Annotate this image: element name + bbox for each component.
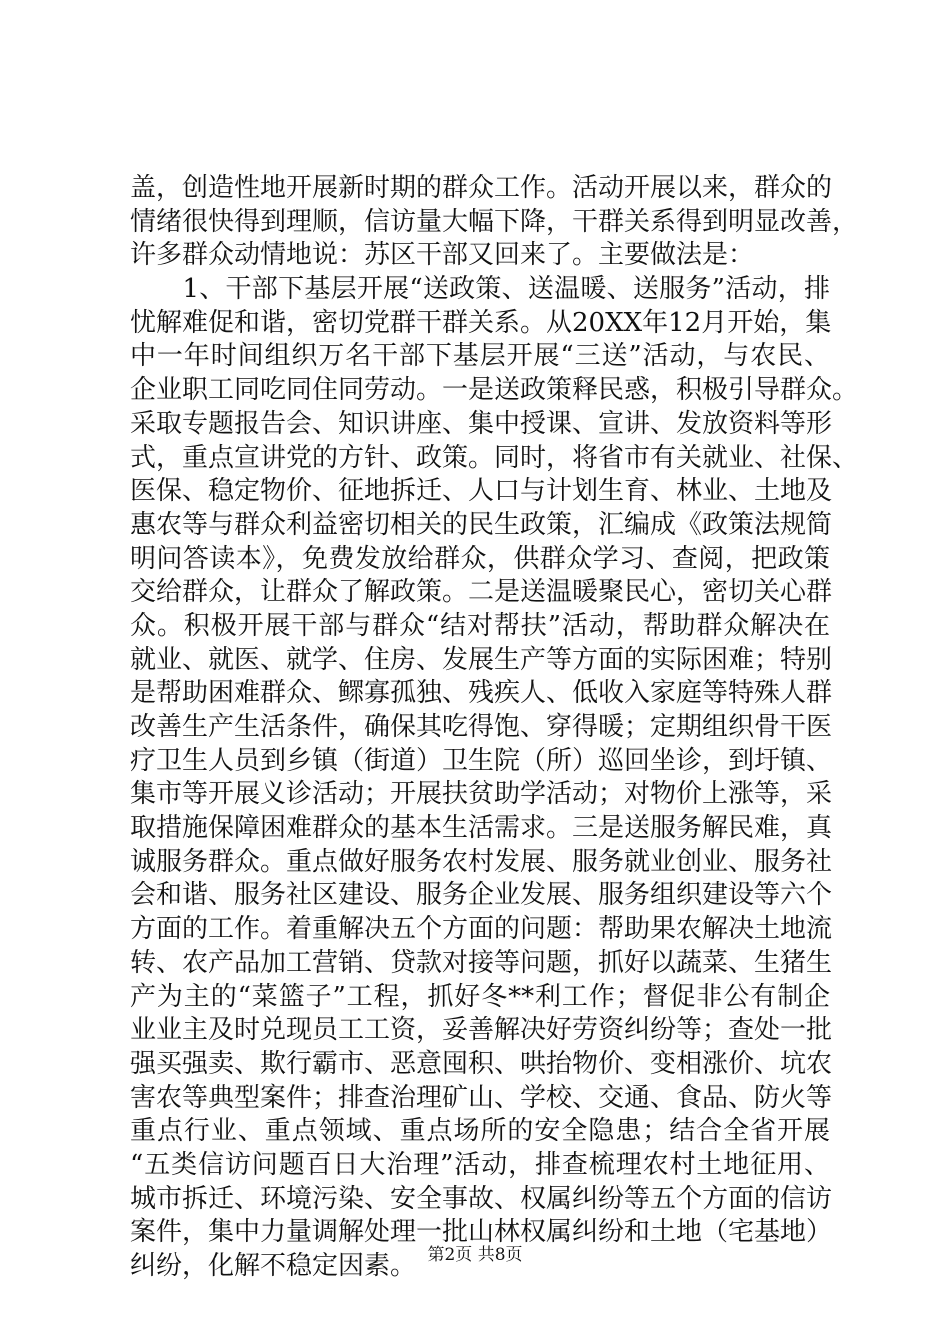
text-line: 业业主及时兑现员工工资，妥善解决好劳资纠纷等；查处一批 (130, 1015, 833, 1046)
text-line: 交给群众，让群众了解政策。二是送温暖聚民心，密切关心群 (130, 577, 833, 608)
text-line: 诚服务群众。重点做好服务农村发展、服务就业创业、服务社 (130, 846, 833, 877)
text-line: 惠农等与群众利益密切相关的民生政策，汇编成《政策法规简 (130, 509, 833, 540)
text-line: 强买强卖、欺行霸市、恶意囤积、哄抬物价、变相涨价、坑农 (130, 1048, 833, 1079)
text-line: 害农等典型案件；排查治理矿山、学校、交通、食品、防火等 (130, 1082, 833, 1113)
text-line: 会和谐、服务社区建设、服务企业发展、服务组织建设等六个 (130, 880, 833, 911)
text-line: 中一年时间组织万名干部下基层开展“三送”活动，与农民、 (130, 341, 830, 372)
text-line: 转、农产品加工营销、贷款对接等问题，抓好以蔬菜、生猪生 (130, 947, 833, 978)
text-line: 忧解难促和谐，密切党群干群关系。从20XX年12月开始，集 (130, 307, 832, 338)
text-line: 采取专题报告会、知识讲座、集中授课、宣讲、发放资料等形 (130, 408, 833, 439)
text-line: 案件，集中力量调解处理一批山林权属纠纷和土地（宅基地） (130, 1217, 833, 1248)
text-line: 城市拆迁、环境污染、安全事故、权属纠纷等五个方面的信访 (130, 1183, 833, 1214)
text-line: 重点行业、重点领域、重点场所的安全隐患；结合全省开展 (130, 1116, 830, 1147)
text-line: 就业、就医、就学、住房、发展生产等方面的实际困难；特别 (130, 644, 833, 675)
text-line: 产为主的“菜篮子”工程，抓好冬**利工作；督促非公有制企 (130, 981, 830, 1012)
text-line: 式，重点宣讲党的方针、政策。同时，将省市有关就业、社保、 (130, 442, 859, 473)
text-line: “五类信访问题百日大治理”活动，排查梳理农村土地征用、 (130, 1149, 830, 1180)
text-line: 方面的工作。着重解决五个方面的问题：帮助果农解决土地流 (130, 914, 833, 945)
text-line: 众。积极开展干部与群众“结对帮扶”活动，帮助群众解决在 (130, 610, 830, 641)
text-line: 改善生产生活条件，确保其吃得饱、穿得暖；定期组织骨干医 (130, 712, 833, 742)
text-line: 取措施保障困难群众的基本生活需求。三是送服务解民难，真 (130, 813, 833, 844)
text-line: 企业职工同吃同住同劳动。一是送政策释民惑，积极引导群众。 (130, 375, 859, 406)
text-line: 许多群众动情地说：苏区干部又回来了。主要做法是： (130, 240, 755, 271)
text-line: 集市等开展义诊活动；开展扶贫助学活动；对物价上涨等，采 (130, 779, 833, 810)
document-body (130, 172, 859, 1284)
text-line: 盖，创造性地开展新时期的群众工作。活动开展以来，群众的 (130, 173, 833, 203)
page-number-footer: 第2页 共8页 (427, 1245, 523, 1265)
text-line: 医保、稳定物价、征地拆迁、人口与计划生育、林业、土地及 (130, 476, 833, 507)
text-line: 疗卫生人员到乡镇（街道）卫生院（所）巡回坐诊，到圩镇、 (130, 745, 833, 776)
text-line: 明问答读本》，免费发放给群众，供群众学习、查阅，把政策 (130, 543, 830, 574)
text-line: 1、干部下基层开展“送政策、送温暖、送服务”活动，排 (130, 274, 830, 305)
text-line: 是帮助困难群众、鳏寡孤独、残疾人、低收入家庭等特殊人群 (130, 678, 833, 709)
text-line: 情绪很快得到理顺，信访量大幅下降，干群关系得到明显改善， (130, 206, 859, 237)
text-line: 纠纷，化解不稳定因素。 (130, 1251, 417, 1281)
